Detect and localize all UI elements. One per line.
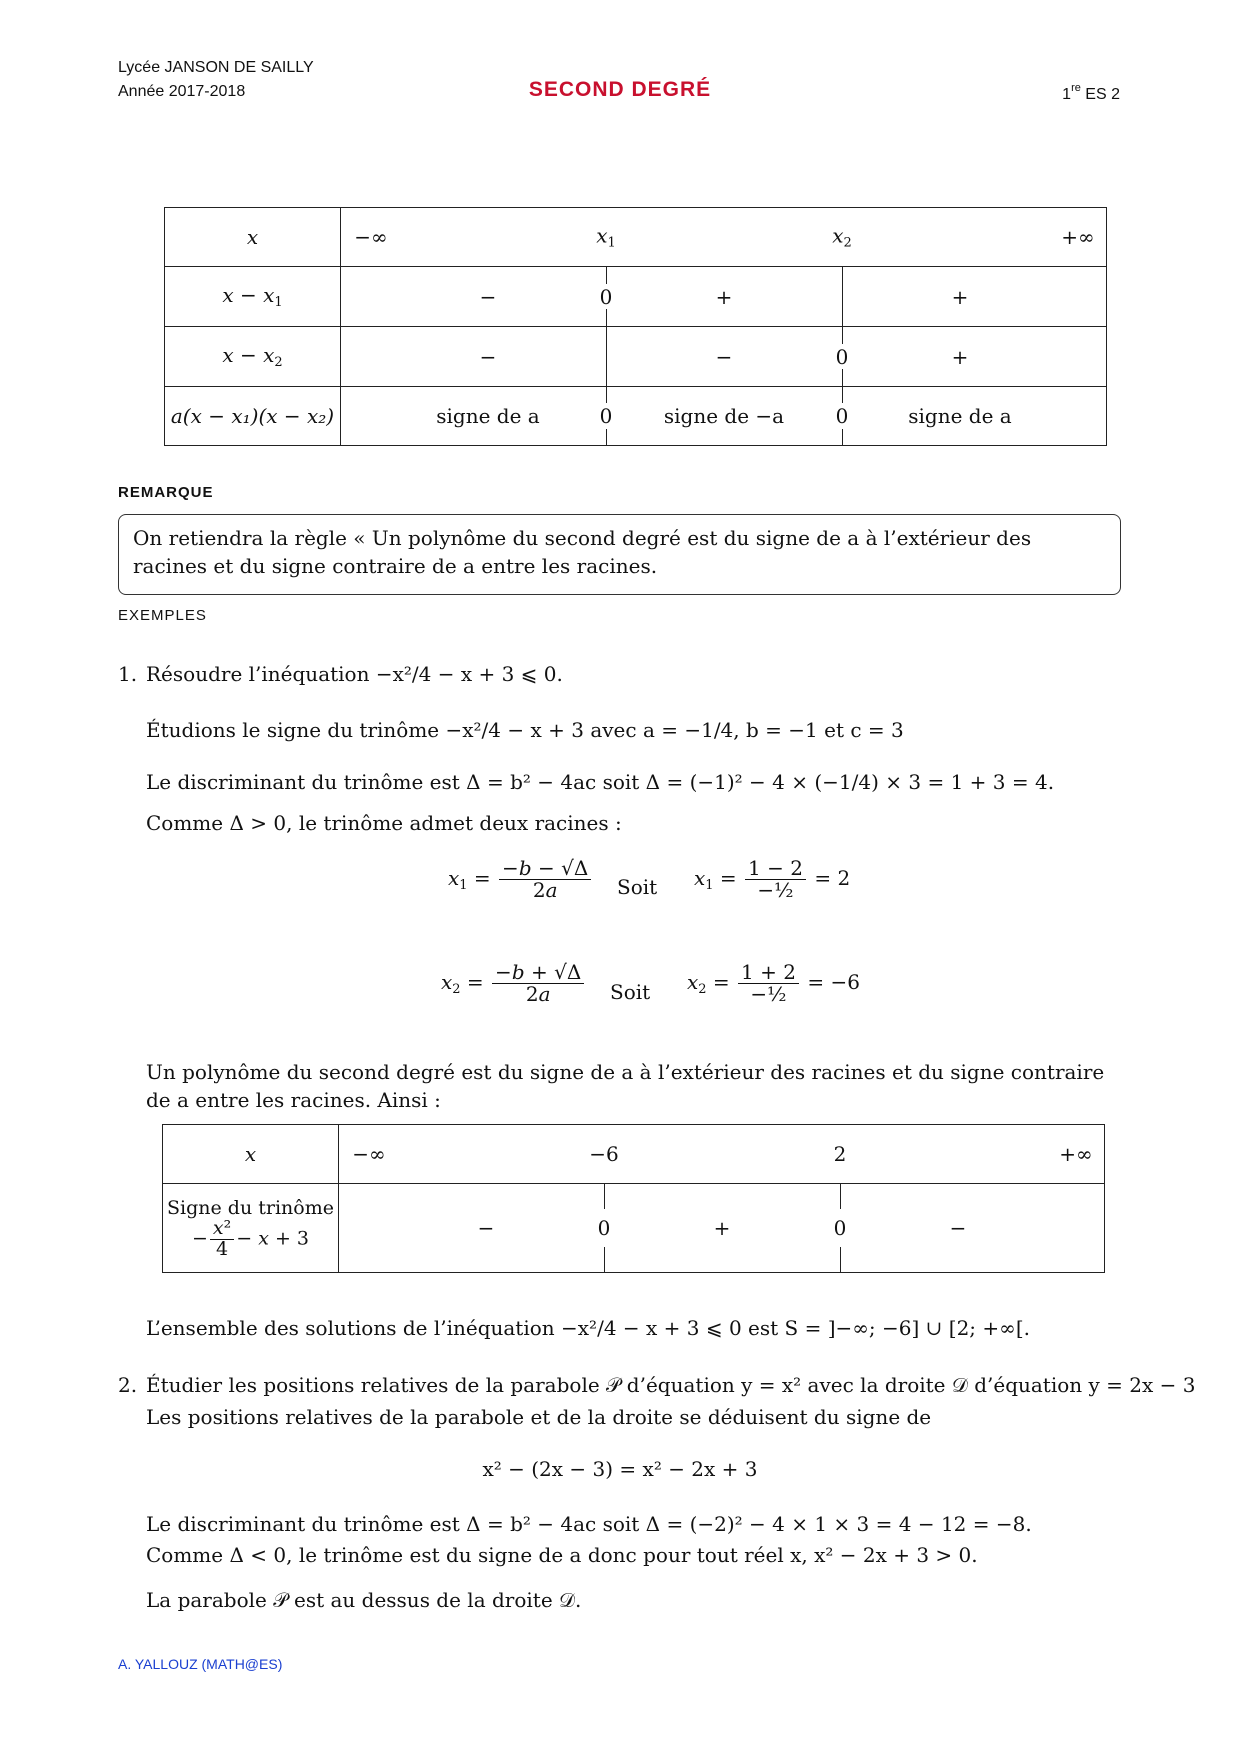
sign-table-general: x −∞ $x_1$ $x_2$ +∞ $x - x_1$ − 0 + + $x - x_2$ − − 0 + a(x − x₁)(x − x₂) signe de a 0 signe de −a 0 signe de a [164, 207, 1107, 446]
class-label: 1re ES 2 [1062, 82, 1120, 103]
school-name: Lycée JANSON DE SAILLY [118, 59, 314, 76]
ex2-number: 2. [118, 1373, 138, 1397]
ex2-line2: Les positions relatives de la parabole et de la droite se déduisent du signe de [146, 1405, 932, 1429]
ex1-line2: Étudions le signe du trinôme −x²/4 − x + 3 avec a = −1/4, b = −1 et c = 3 [146, 718, 904, 742]
ex2-line3: Le discriminant du trinôme est Δ = b² − 4ac soit Δ = (−2)² − 4 × 1 × 3 = 4 − 12 = −8. [146, 1512, 1032, 1536]
soit-1: Soit [617, 875, 658, 899]
ex1-line4: Comme Δ > 0, le trinôme admet deux racines : [146, 811, 622, 835]
ex2-line1: Étudier les positions relatives de la parabole 𝒫 d’équation y = x² avec la droite 𝒟 d’équation y = 2x − 3 [146, 1373, 1196, 1397]
sign-table-example: x −∞ −6 2 +∞ Signe du trinôme − $\frac{\text{x²}}{4}$ − x + 3 − 0 + 0 − [162, 1124, 1105, 1273]
x1-value: $x_1$ = 1 − 2 −½ = 2 [694, 856, 851, 902]
ex1-paragraph: Un polynôme du second degré est du signe de a à l’extérieur des racines et du signe contraire de a entre les racines. Ainsi : [146, 1060, 1105, 1112]
soit-2: Soit [610, 980, 651, 1004]
ex1-line3: Le discriminant du trinôme est Δ = b² − 4ac soit Δ = (−1)² − 4 × (−1/4) × 3 = 1 + 3 = 4. [146, 770, 1055, 794]
ex1-statement: Résoudre l’inéquation −x²/4 − x + 3 ⩽ 0. [146, 662, 563, 686]
ex2-formula: x² − (2x − 3) = x² − 2x + 3 [482, 1457, 758, 1481]
x2-formula: $x_2$ = $\frac{-b + √\Delta}{2a}$ [441, 962, 586, 1005]
remark-heading: REMARQUE [118, 484, 214, 501]
ex2-line4: Comme Δ < 0, le trinôme est du signe de a donc pour tout réel x, x² − 2x + 3 > 0. [146, 1543, 978, 1567]
ex2-line5: La parabole 𝒫 est au dessus de la droite 𝒟. [146, 1588, 582, 1612]
ex1-number: 1. [118, 662, 138, 686]
school-year: Année 2017-2018 [118, 83, 246, 100]
x2-value: $x_2$ = 1 + 2 −½ = −6 [687, 960, 860, 1006]
examples-heading: EXEMPLES [118, 607, 207, 624]
page-title: SECOND DEGRÉ [528, 78, 712, 101]
x1-formula: $x_1$ = $\frac{-b - √\Delta}{2a}$ [448, 858, 593, 901]
footer-author: A. YALLOUZ (MATH@ES) [118, 1656, 283, 1672]
remark-box: On retiendra la règle « Un polynôme du second degré est du signe de a à l’extérieur des racines et du signe contraire de a entre les racines. [118, 514, 1121, 595]
ex1-solution: L’ensemble des solutions de l’inéquation −x²/4 − x + 3 ⩽ 0 est S = ]−∞; −6] ∪ [2; +∞[. [146, 1316, 1030, 1340]
